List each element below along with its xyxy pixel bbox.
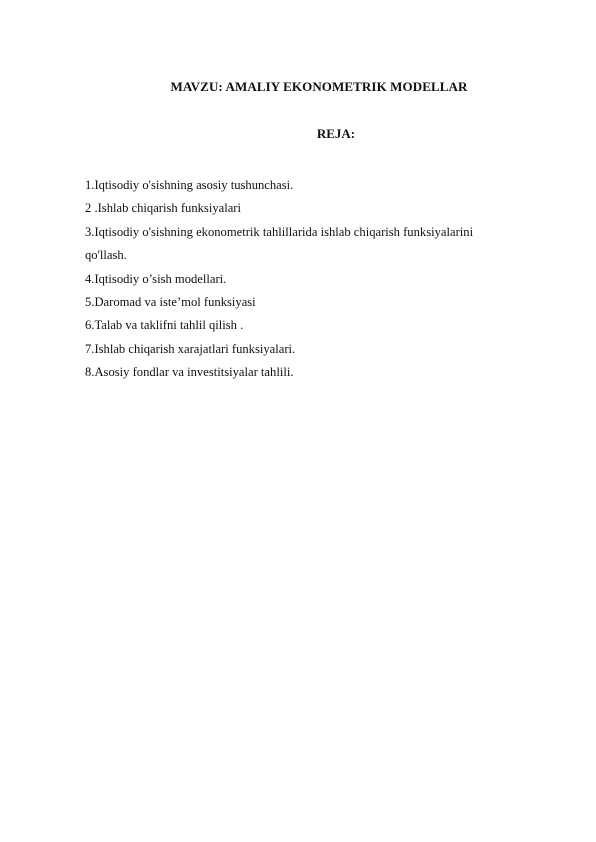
- plan-item: 3.Iqtisodiy o'sishning ekonometrik tahlillarida ishlab chiqarish funksiyalarini: [85, 224, 474, 239]
- plan-item: 8.Asosiy fondlar va investitsiyalar tahlili.: [85, 365, 294, 380]
- document-title: MAVZU: AMALIY EKONOMETRIK MODELLAR: [170, 79, 468, 94]
- plan-list: [85, 174, 525, 385]
- plan-item: 5.Daromad va iste’mol funksiyasi: [85, 295, 256, 310]
- plan-item: 4.Iqtisodiy o’sish modellari.: [85, 271, 227, 286]
- plan-item: 1.Iqtisodiy o'sishning asosiy tushunchasi.: [85, 178, 294, 192]
- plan-item: 6.Talab va taklifni tahlil qilish .: [85, 318, 244, 333]
- plan-heading: REJA:: [316, 126, 356, 141]
- plan-item: 2 .Ishlab chiqarish funksiyalari: [85, 201, 241, 216]
- plan-item: 7.Ishlab chiqarish xarajatlari funksiyalari.: [85, 341, 296, 356]
- plan-item-continuation: qo'llash.: [85, 248, 127, 263]
